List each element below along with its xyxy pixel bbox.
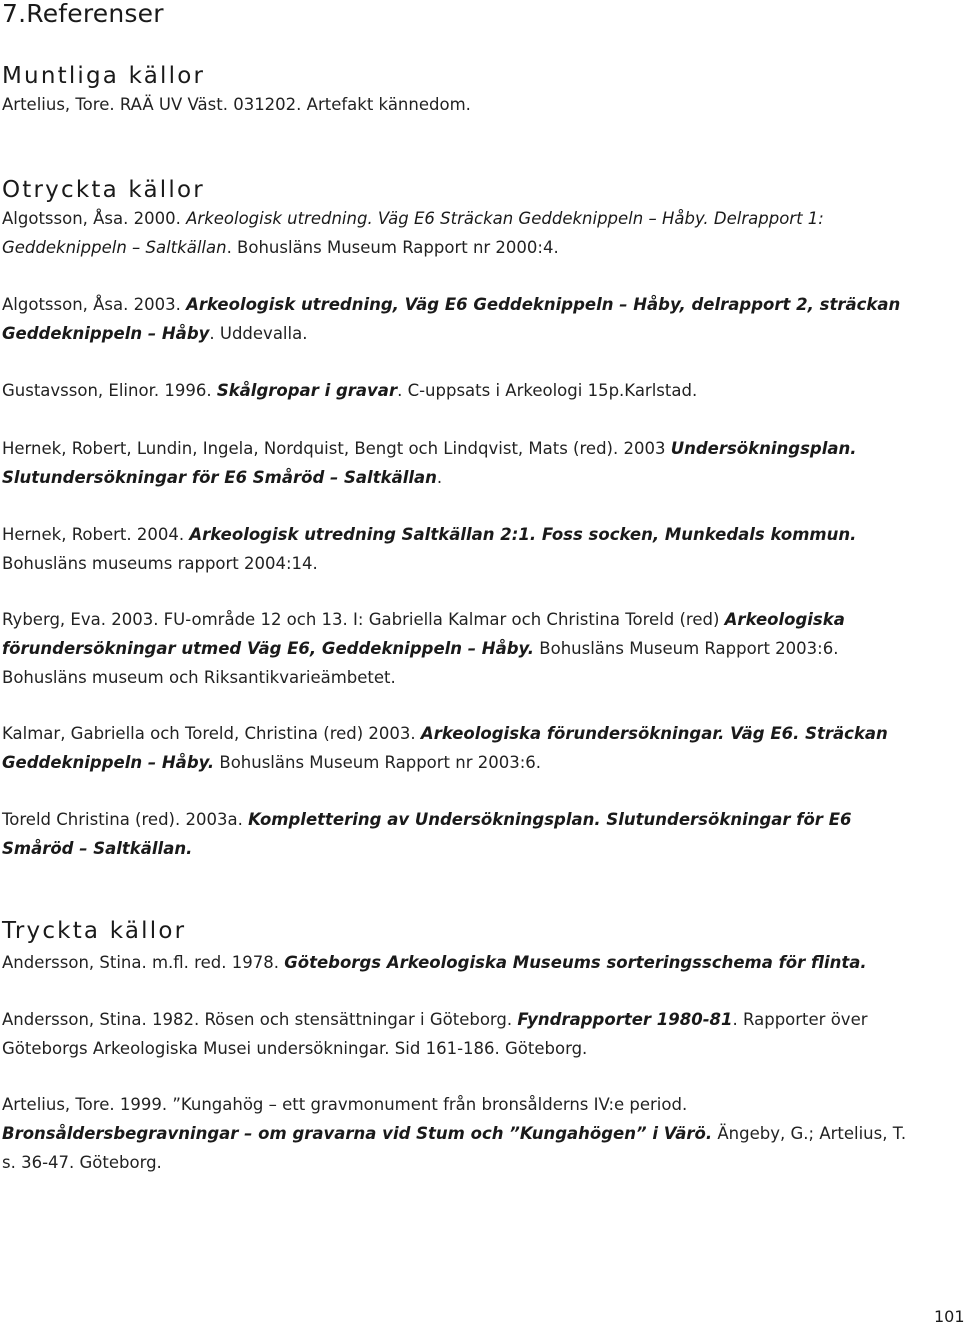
- reference-text: Algotsson, Åsa. 2000.: [2, 209, 187, 228]
- reference-text: Bohusläns Museum Rapport 2003:6. Bohusläns museum och Riksantikvarieämbetet.: [2, 639, 839, 687]
- reference-entry: [2, 520, 907, 578]
- reference-text: Algotsson, Åsa. 2003.: [2, 295, 187, 314]
- reference-text: Bohusläns museums rapport 2004:14.: [2, 554, 318, 573]
- reference-text: Bohusläns Museum Rapport nr 2003:6.: [214, 753, 542, 772]
- reference-text: . Rapporter över Göteborgs Arkeologiska Musei undersökningar. Sid 161-186. Göteborg.: [2, 1010, 868, 1058]
- reference-text: Hernek, Robert. 2004.: [2, 525, 190, 544]
- reference-entry: [2, 719, 907, 777]
- reference-title: Arkeologisk utredning. Väg E6 Sträckan Geddeknippeln – Håby. Delrapport 1: Geddeknippeln – Saltkällan: [2, 209, 824, 257]
- reference-title: Skålgropar i gravar: [216, 381, 398, 400]
- reference-title: Arkeologiska förundersökningar. Väg E6. Sträckan Geddeknippeln – Håby.: [2, 724, 888, 772]
- reference-entry: [2, 290, 907, 348]
- reference-title: Undersökningsplan. Slutundersökningar för E6 Småröd – Saltkällan: [2, 439, 857, 487]
- reference-entry: [2, 204, 907, 262]
- page-number: 101: [934, 1307, 965, 1326]
- reference-title: Bronsåldersbegravningar – om gravarna vid Stum och ”Kungahögen” i Värö.: [2, 1124, 713, 1143]
- reference-entry: [2, 434, 907, 492]
- reference-text: . Bohusläns Museum Rapport nr 2000:4.: [226, 238, 559, 257]
- reference-text: Artelius, Tore. RAÄ UV Väst. 031202. Artefakt kännedom.: [2, 95, 471, 114]
- reference-text: Andersson, Stina. 1982. Rösen och stensättningar i Göteborg.: [2, 1010, 518, 1029]
- section-heading-tryckta: Tryckta källor: [2, 918, 187, 944]
- reference-entry: [2, 1090, 907, 1177]
- reference-text: Ryberg, Eva. 2003. FU-område 12 och 13. I: Gabriella Kalmar och Christina Toreld (red): [2, 610, 725, 629]
- reference-text: Gustavsson, Elinor. 1996.: [2, 381, 217, 400]
- chapter-title: 7.Referenser: [2, 0, 164, 28]
- reference-entry: [2, 805, 907, 863]
- reference-entry: [2, 605, 907, 692]
- reference-text: Hernek, Robert, Lundin, Ingela, Nordquist, Bengt och Lindqvist, Mats (red). 2003: [2, 439, 671, 458]
- reference-text: Kalmar, Gabriella och Toreld, Christina (red) 2003.: [2, 724, 421, 743]
- reference-text: Artelius, Tore. 1999. ”Kungahög – ett gravmonument från bronsålderns IV:e period.: [2, 1095, 688, 1114]
- reference-text: .: [436, 468, 443, 487]
- section-heading-otryckta: Otryckta källor: [2, 177, 205, 203]
- reference-text: . Uddevalla.: [209, 324, 308, 343]
- reference-title: Fyndrapporter 1980-81: [517, 1010, 733, 1029]
- reference-title: Göteborgs Arkeologiska Museums sorteringsschema för flinta.: [284, 953, 867, 972]
- reference-title: Komplettering av Undersökningsplan. Slutundersökningar för E6 Småröd – Saltkällan.: [2, 810, 852, 858]
- reference-text: Andersson, Stina. m.fl. red. 1978.: [2, 953, 285, 972]
- section-heading-muntliga: Muntliga källor: [2, 63, 206, 89]
- reference-entry: [2, 376, 907, 405]
- reference-text: . C-uppsats i Arkeologi 15p.Karlstad.: [397, 381, 698, 400]
- reference-title: Arkeologiska förundersökningar utmed Väg E6, Geddeknippeln – Håby.: [2, 610, 845, 658]
- reference-entry: [2, 90, 907, 119]
- reference-entry: [2, 948, 907, 977]
- reference-title: Arkeologisk utredning Saltkällan 2:1. Foss socken, Munkedals kommun.: [189, 525, 857, 544]
- reference-text: Ängeby, G.; Artelius, T. s. 36-47. Göteborg.: [2, 1124, 907, 1172]
- reference-entry: [2, 1005, 907, 1063]
- reference-title: Arkeologisk utredning, Väg E6 Geddeknippeln – Håby, delrapport 2, sträckan Geddeknippeln – Håby: [2, 295, 901, 343]
- reference-text: Toreld Christina (red). 2003a.: [2, 810, 249, 829]
